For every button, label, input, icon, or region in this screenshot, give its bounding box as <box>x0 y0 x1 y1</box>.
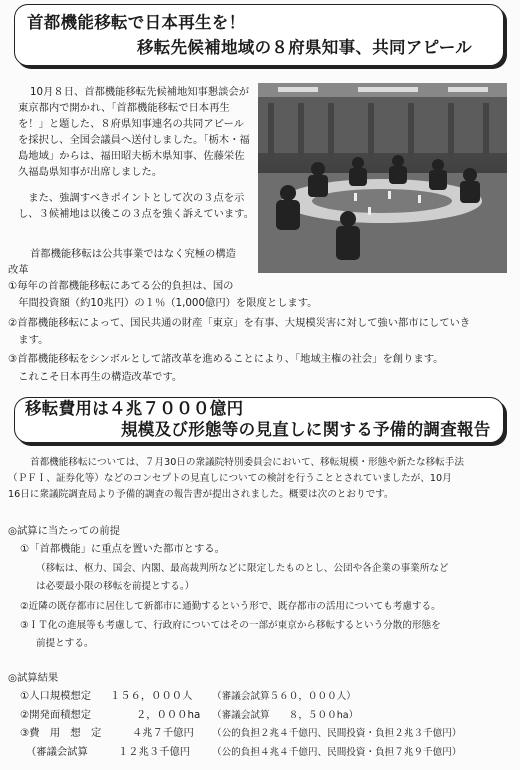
point-line: ③首都機能移転をシンボルとして諸改革を進めることにより、「地域主権の社会」を創ります。 <box>8 353 444 365</box>
result-label: ①人口規模想定 <box>20 690 92 702</box>
point-line: ②首都機能移転によって、国民共通の財産「東京」を有事、大規模災害に対して強い都市にしていき <box>8 317 471 329</box>
text-line: 16日に衆議院調査局より予備的調査の報告書が提出されました。概要は次のとおりです。 <box>8 489 394 500</box>
text-line: （ＰＦＩ、証券化等）などのコンセプトの見直しについての検討を行うこととされていましたが、10月 <box>8 473 452 484</box>
text-line: また、強調すべきポイントとして次の３点を示 <box>18 192 245 204</box>
headline-1-line-2: 移転先候補地域の８府県知事、共同アピール <box>137 38 473 57</box>
result-label: ②開発面積想定 <box>20 709 92 721</box>
result-label: （審議会試算 <box>26 746 88 758</box>
point-line: ①毎年の首都機能移転にあてる公的負担は、国の <box>8 280 234 292</box>
text-line: 10月８日、首都機能移転先候補地知事懇談会が <box>30 86 250 98</box>
text-line: 首都機能移転については、７月30日の衆議院特別委員会において、移転規模・形態や新たな移転手法 <box>30 457 464 468</box>
result-value: ２，０００ha <box>136 709 201 721</box>
text-line: を採択し、全国会議員へ送付しました。「栃木・福 <box>18 134 250 146</box>
result-label: ③費 用 想 定 <box>20 727 102 739</box>
premise-line: （移転は、枢力、国会、内閣、最高裁判所などに限定したものとし、公団や各企業の事業所など <box>36 563 449 574</box>
headline-banner-2 <box>14 397 504 443</box>
result-note: （審議会試算５６０，０００人） <box>212 691 356 702</box>
result-note: （公的負担４兆４千億円、民間投資・負担７兆９千億円） <box>212 747 462 758</box>
premise-line: ②近隣の既存都市に居住して新都市に通勤するという形で、既存都市の活用についても考慮する。 <box>20 601 441 612</box>
meeting-photo-illustration <box>258 83 507 273</box>
premise-line: は必要最小限の移転を前提とする。） <box>36 581 195 592</box>
premise-title: ◎試算に当たっての前提 <box>8 525 120 537</box>
result-note: （公的負担２兆４千億円、民間投資・負担２兆３千億円） <box>212 728 462 739</box>
premise-line: ①「首都機能」に重点を置いた都市とする。 <box>20 543 225 555</box>
text-line: し、３候補地は以後この３点を強く訴えています。 <box>18 208 255 220</box>
result-note: （審議会試算 ８，５００ha） <box>212 710 359 721</box>
point-line: 年間投資額（約10兆円）の１％（1,000億円）を限度とします。 <box>8 297 318 309</box>
headline-1-line-1: 首都機能移転で日本再生を！ <box>27 13 246 32</box>
headline-2-line-1: 移転費用は４兆７０００億円 <box>25 399 244 418</box>
headline-banner-1 <box>14 4 504 66</box>
text-line: 久福島県知事が出席しました。 <box>18 166 163 178</box>
lead-line: 首都機能移転は公共事業ではなく究極の構造 <box>30 248 236 260</box>
result-value: ４兆７千億円 <box>132 727 194 739</box>
lead-line: 改革 <box>8 264 29 276</box>
text-line: 島地域」からは、福田昭夫栃木県知事、佐藤栄佐 <box>18 150 245 162</box>
result-value: １５６，０００人 <box>110 690 193 702</box>
result-value: １２兆３千億円 <box>118 746 191 758</box>
premise-line: ③ＩＴ化の進展等も考慮して、行政府についてはその一部が東京から移転するという分散的形態を <box>20 620 441 631</box>
meeting-photo <box>258 83 507 273</box>
text-line: を！」と題した、８府県知事連名の共同アピール <box>18 118 244 130</box>
point-line: ます。 <box>8 334 49 346</box>
text-line: 東京都内で開かれ、「首都機能移転で日本再生 <box>18 102 230 114</box>
point-line: これこそ日本再生の構造改革です。 <box>8 371 183 383</box>
results-title: ◎試算結果 <box>8 672 59 684</box>
headline-2-line-2: 規模及び形態等の見直しに関する予備的調査報告 <box>121 420 491 439</box>
premise-line: 前提とする。 <box>36 638 94 649</box>
